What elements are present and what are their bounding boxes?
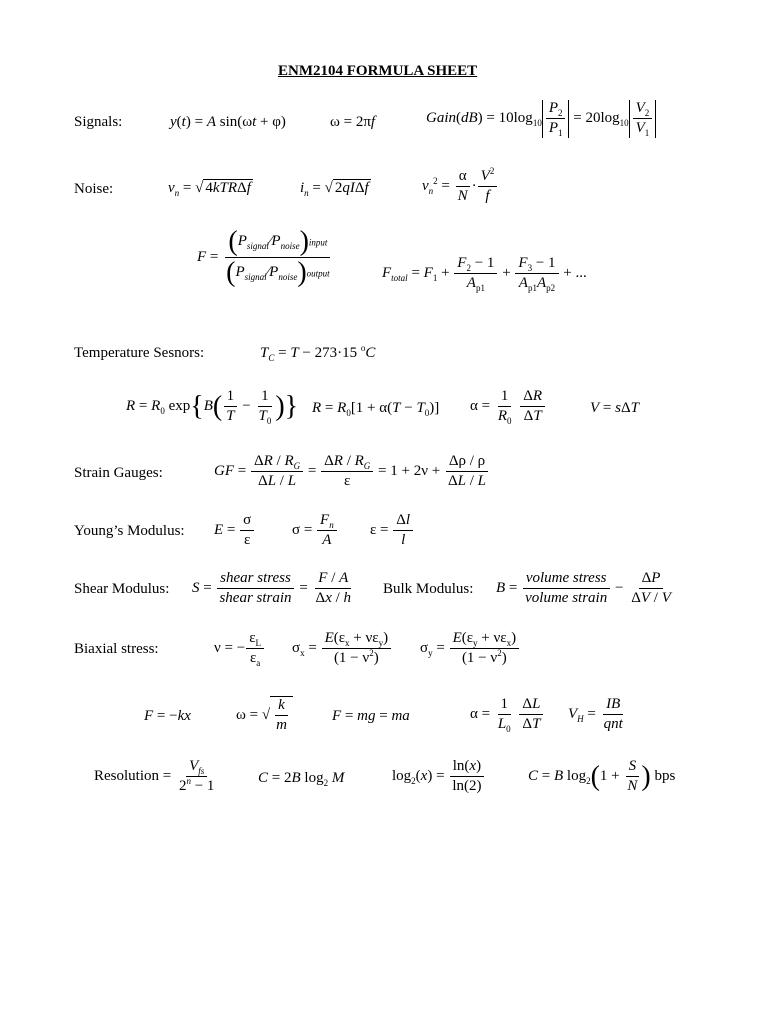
natural-frequency-equation: ω = √ $\frac{k}{m}$	[236, 696, 293, 735]
stress-equation: σ = $\frac{F_n}{A}$	[292, 512, 338, 550]
hall-voltage-equation: $V_H$ = $\frac{IB}{\text{qnt}}$	[568, 696, 623, 733]
thermal-noise-voltage-equation: $v_n$ = √ 4kTRΔf	[168, 180, 251, 198]
thermocouple-voltage-equation: V = sΔT	[590, 400, 639, 416]
newtons-law-equation: F = mg = ma	[332, 708, 410, 724]
section-label-bulk-modulus: Bulk Modulus:	[383, 581, 474, 597]
shot-noise-current-equation: $i_n$ = √ 2qIΔf	[300, 180, 369, 198]
section-label-strain-gauges: Strain Gauges:	[74, 465, 163, 481]
section-label-noise: Noise:	[74, 181, 114, 197]
page-title: ENM2104 FORMULA SHEET	[278, 63, 478, 79]
angular-frequency-equation: ω = 2πf	[330, 114, 376, 130]
section-label-shear-modulus: Shear Modulus:	[74, 581, 170, 597]
biaxial-sigma-y-equation: $\sigma_y$ = $\frac{E(\varepsilon_y + \nu\varepsilon_x)}{(1 - \nu^2)}$	[420, 630, 520, 668]
section-label-youngs-modulus: Young’s Modulus:	[74, 523, 185, 539]
gauge-factor-equation: GF = $\frac{\Delta R / R_G}{\Delta L / L}$ = $\frac{\Delta R / R_G}{\varepsilon}$ = 1 + 2ν + $\frac{\Delta\rho / \rho}{\Delta L / L}$	[214, 453, 490, 491]
celsius-conversion-equation: $T_C = T - 273\cdot 15$ $^o$C	[260, 343, 376, 363]
rtd-equation: $R = R_0[1 + \alpha(T - T_0)]$	[312, 400, 440, 418]
thermistor-equation: $R = R_0$ exp{B( $\frac{1}{T}$ − $\frac{1}{T_0}$ )}	[126, 388, 299, 427]
biaxial-sigma-x-equation: $\sigma_x$ = $\frac{E(\varepsilon_x + \nu\varepsilon_y)}{(1 - \nu^2)}$	[292, 630, 392, 668]
section-label-signals: Signals:	[74, 114, 123, 130]
section-label-temperature: Temperature Sesnors:	[74, 345, 205, 361]
adc-resolution-equation: Resolution = $\frac{V_{fs}}{2^n - 1}$	[94, 758, 215, 795]
hookes-law-equation: F = −kx	[144, 708, 191, 724]
poisson-ratio-equation: ν = − $\frac{\varepsilon_L}{\varepsilon_a}$	[214, 630, 265, 668]
shannon-capacity-equation: C = B $\log_2(1$ + $\frac{S}{N}$ ) bps	[528, 758, 676, 795]
youngs-modulus-equation: E = $\frac{\sigma}{\varepsilon}$	[214, 512, 255, 550]
signal-sine-equation: y(t) = A sin(ωt + φ)	[170, 114, 286, 130]
noise-factor-equation: F = $\frac{(P_{signal}⁄P_{noise})input}{(P_{signal}⁄P_{noise})output}$	[197, 226, 330, 288]
log2-conversion-equation: $\log_2(x)$ = $\frac{\ln(x)}{\ln(2)}$	[392, 758, 485, 796]
friis-total-noise-equation: $F_{total} = F_1$ + $\frac{F_2 - 1}{A_{p1}}$ + $\frac{F_3 - 1}{A_{p1}A_{p2}}$ + ...	[382, 255, 587, 294]
bulk-modulus-equation: B = $\frac{\text{volume stress}}{\text{volume strain}}$ − $\frac{\Delta P}{\Delta V / V}$	[496, 570, 671, 607]
thermal-expansion-equation: α = $\frac{1}{L_0}$ $\frac{\Delta L}{\Delta T}$	[470, 696, 544, 734]
section-label-biaxial-stress: Biaxial stress:	[74, 641, 159, 657]
flicker-noise-equation: $v_n^2$ = $\frac{\alpha}{N}$ · $\frac{V^2}{f}$	[422, 168, 498, 206]
gain-db-equation: Gain(dB) = $10\log_{10}$ $\frac{P_2}{P_1}$ = $20\log_{10}$ $\frac{V_2}{V_1}$	[426, 100, 656, 138]
strain-equation: ε = $\frac{\Delta l}{l}$	[370, 512, 414, 550]
nyquist-capacity-equation: C = 2B $\log_2 M$	[258, 770, 345, 788]
temperature-coefficient-equation: α = $\frac{1}{R_0}$ $\frac{\Delta R}{\Delta T}$	[470, 388, 546, 426]
shear-modulus-equation: S = $\frac{\text{shear stress}}{\text{shear strain}}$ = $\frac{F / A}{\Delta x / h}$	[192, 570, 352, 607]
